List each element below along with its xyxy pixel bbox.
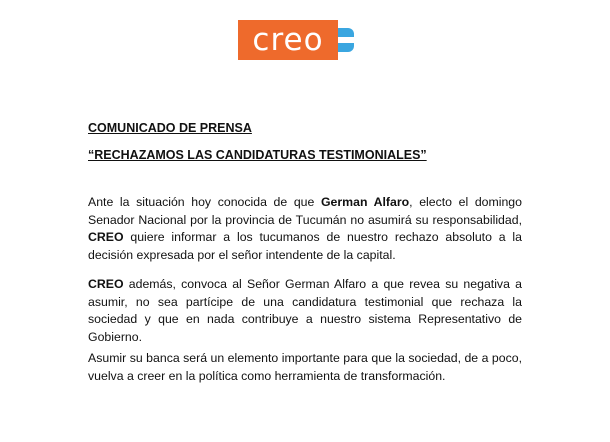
bold-party: CREO bbox=[88, 230, 124, 244]
paragraph-1 bbox=[88, 194, 522, 264]
logo-wordmark: creo bbox=[238, 20, 338, 60]
paragraph-2 bbox=[88, 276, 522, 346]
paragraph-text: , electo el domingo Senador Nacional por la provincia de Tucumán no asumirá su responsabilidad, bbox=[88, 195, 522, 227]
paragraph-3 bbox=[88, 350, 522, 385]
press-release-heading: COMUNICADO DE PRENSA bbox=[88, 121, 252, 135]
creo-logo bbox=[238, 20, 354, 60]
bold-name: German Alfaro bbox=[320, 195, 410, 209]
logo-accent-icon bbox=[338, 28, 354, 52]
bold-party: CREO bbox=[88, 277, 124, 291]
paragraph-text: además, convoca al Señor German Alfaro a que revea su negativa a asumir, no sea partícipe de una candidatura testimonial que rechaza la sociedad y que en nada contribuye a nuestro sistema Representativo de Gobierno. bbox=[88, 277, 522, 344]
paragraph-text: quiere informar a los tucumanos de nuestro rechazo absoluto a la decisión expresada por el señor intendente de la capital. bbox=[88, 230, 522, 262]
paragraph-text: Asumir su banca será un elemento importante para que la sociedad, de a poco, vuelva a creer en la política como herramienta de transformación. bbox=[88, 351, 522, 383]
paragraph-text: Ante la situación hoy conocida de que bbox=[88, 195, 321, 209]
press-release-subheading: “RECHAZAMOS LAS CANDIDATURAS TESTIMONIALES” bbox=[88, 148, 427, 162]
